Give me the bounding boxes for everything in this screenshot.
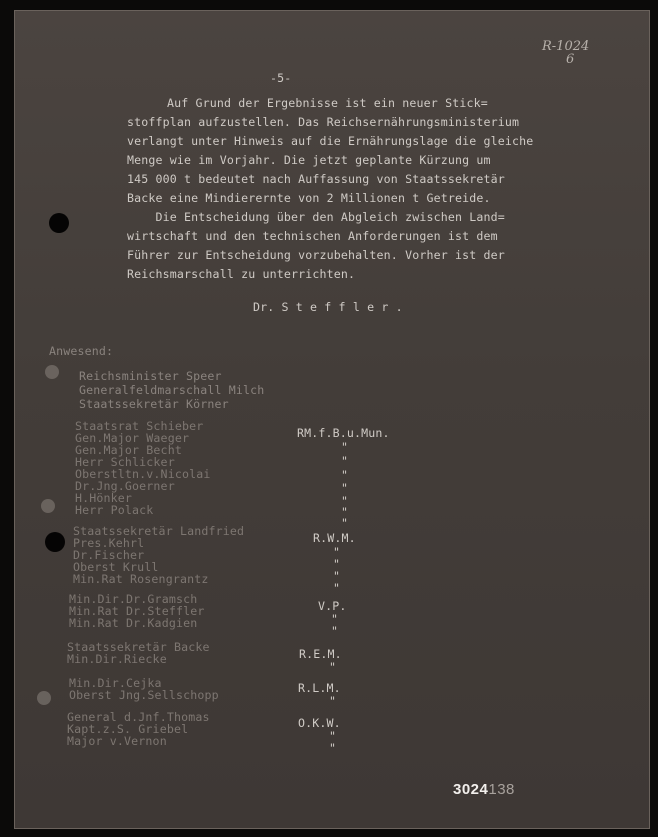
ditto-mark: "	[333, 581, 341, 595]
ditto-mark: "	[341, 481, 349, 495]
body-line: Führer zur Entscheidung vorzubehalten. Vorher ist der	[127, 248, 505, 262]
attendee-name: Min.Rat Dr.Kadgien	[69, 616, 198, 630]
handwritten-reference-line: R-1024	[542, 39, 590, 54]
attendee-name: Herr Polack	[75, 503, 154, 517]
handwritten-reference	[542, 39, 589, 67]
attendee-name: Oberstltn.v.Nicolai	[75, 467, 211, 481]
body-line: Backe eine Mindierernte von 2 Millionen t Getreide.	[127, 191, 491, 205]
document-page	[14, 10, 650, 829]
ministry-marker: R.W.M.	[313, 531, 356, 545]
punch-hole-shadow	[45, 365, 59, 379]
ditto-mark: "	[329, 729, 337, 743]
attendee-name: Oberst Jng.Sellschopp	[69, 688, 219, 702]
ditto-mark: "	[329, 660, 337, 674]
attendee-name: Min.Dir.Riecke	[67, 652, 167, 666]
ditto-mark: "	[341, 494, 349, 508]
stamp-number: 3024	[453, 781, 489, 798]
attendee-name: Min.Dir.Dr.Gramsch	[69, 592, 198, 606]
ditto-mark: "	[333, 557, 341, 571]
ditto-mark: "	[331, 612, 339, 626]
ditto-mark: "	[333, 545, 341, 559]
attendee-name: Generalfeldmarschall Milch	[79, 383, 265, 397]
body-line: Reichsmarschall zu unterrichten.	[127, 267, 356, 281]
body-line: Menge wie im Vorjahr. Die jetzt geplante Kürzung um	[127, 153, 491, 167]
ministry-marker: RM.f.B.u.Mun.	[297, 426, 390, 440]
attendee-name: Min.Rat Rosengrantz	[73, 572, 209, 586]
attendee-name: Staatsrat Schieber	[75, 419, 204, 433]
signature: Dr. S t e f f l e r .	[253, 300, 403, 314]
stamp-suffix: 138	[488, 781, 515, 798]
attendee-name: Major v.Vernon	[67, 734, 167, 748]
body-line: 145 000 t bedeutet nach Auffassung von Staatssekretär	[127, 172, 505, 186]
punch-hole-shadow	[37, 691, 51, 705]
attendee-name: Pres.Kehrl	[73, 536, 145, 550]
ditto-mark: "	[329, 741, 337, 755]
attendee-name: Dr.Fischer	[73, 548, 145, 562]
attendee-name: H.Hönker	[75, 491, 133, 505]
ditto-mark: "	[331, 624, 339, 638]
ditto-mark: "	[341, 516, 349, 530]
handwritten-reference-line: 6	[566, 52, 575, 67]
attendee-name: Min.Rat Dr.Steffler	[69, 604, 205, 618]
attendee-name: Kapt.z.S. Griebel	[67, 722, 189, 736]
punch-hole	[45, 532, 65, 552]
attendee-name: Reichsminister Speer	[79, 369, 222, 383]
body-line: Die Entscheidung über den Abgleich zwischen Land=	[127, 210, 505, 224]
body-line: wirtschaft und den technischen Anforderungen ist dem	[127, 229, 498, 243]
ditto-mark: "	[341, 454, 349, 468]
attendee-name: Oberst Krull	[73, 560, 159, 574]
ministry-marker: R.L.M.	[298, 681, 341, 695]
attendee-name: Gen.Major Waeger	[75, 431, 190, 445]
ministry-marker: R.E.M.	[299, 647, 342, 661]
document-number-stamp	[453, 781, 515, 798]
attendee-name: Min.Dir.Cejka	[69, 676, 162, 690]
attendees-heading: Anwesend:	[49, 344, 114, 358]
ministry-marker: V.P.	[318, 599, 347, 613]
body-line: stoffplan aufzustellen. Das Reichsernährungsministerium	[127, 115, 520, 129]
attendee-name: Dr.Jng.Goerner	[75, 479, 175, 493]
ditto-mark: "	[329, 694, 337, 708]
body-line: Auf Grund der Ergebnisse ist ein neuer Stick=	[167, 96, 488, 110]
attendee-name: Staatssekretär Backe	[67, 640, 210, 654]
attendee-name: General d.Jnf.Thomas	[67, 710, 210, 724]
ditto-mark: "	[333, 569, 341, 583]
attendee-name: Herr Schlicker	[75, 455, 175, 469]
ditto-mark: "	[341, 468, 349, 482]
attendee-name: Gen.Major Becht	[75, 443, 182, 457]
punch-hole-shadow	[41, 499, 55, 513]
body-line: verlangt unter Hinweis auf die Ernährungslage die gleiche	[127, 134, 534, 148]
ditto-mark: "	[341, 505, 349, 519]
page-number: -5-	[270, 71, 292, 85]
ditto-mark: "	[341, 440, 349, 454]
attendee-name: Staatssekretär Körner	[79, 397, 229, 411]
attendee-name: Staatssekretär Landfried	[73, 524, 245, 538]
ministry-marker: O.K.W.	[298, 716, 341, 730]
punch-hole	[49, 213, 69, 233]
